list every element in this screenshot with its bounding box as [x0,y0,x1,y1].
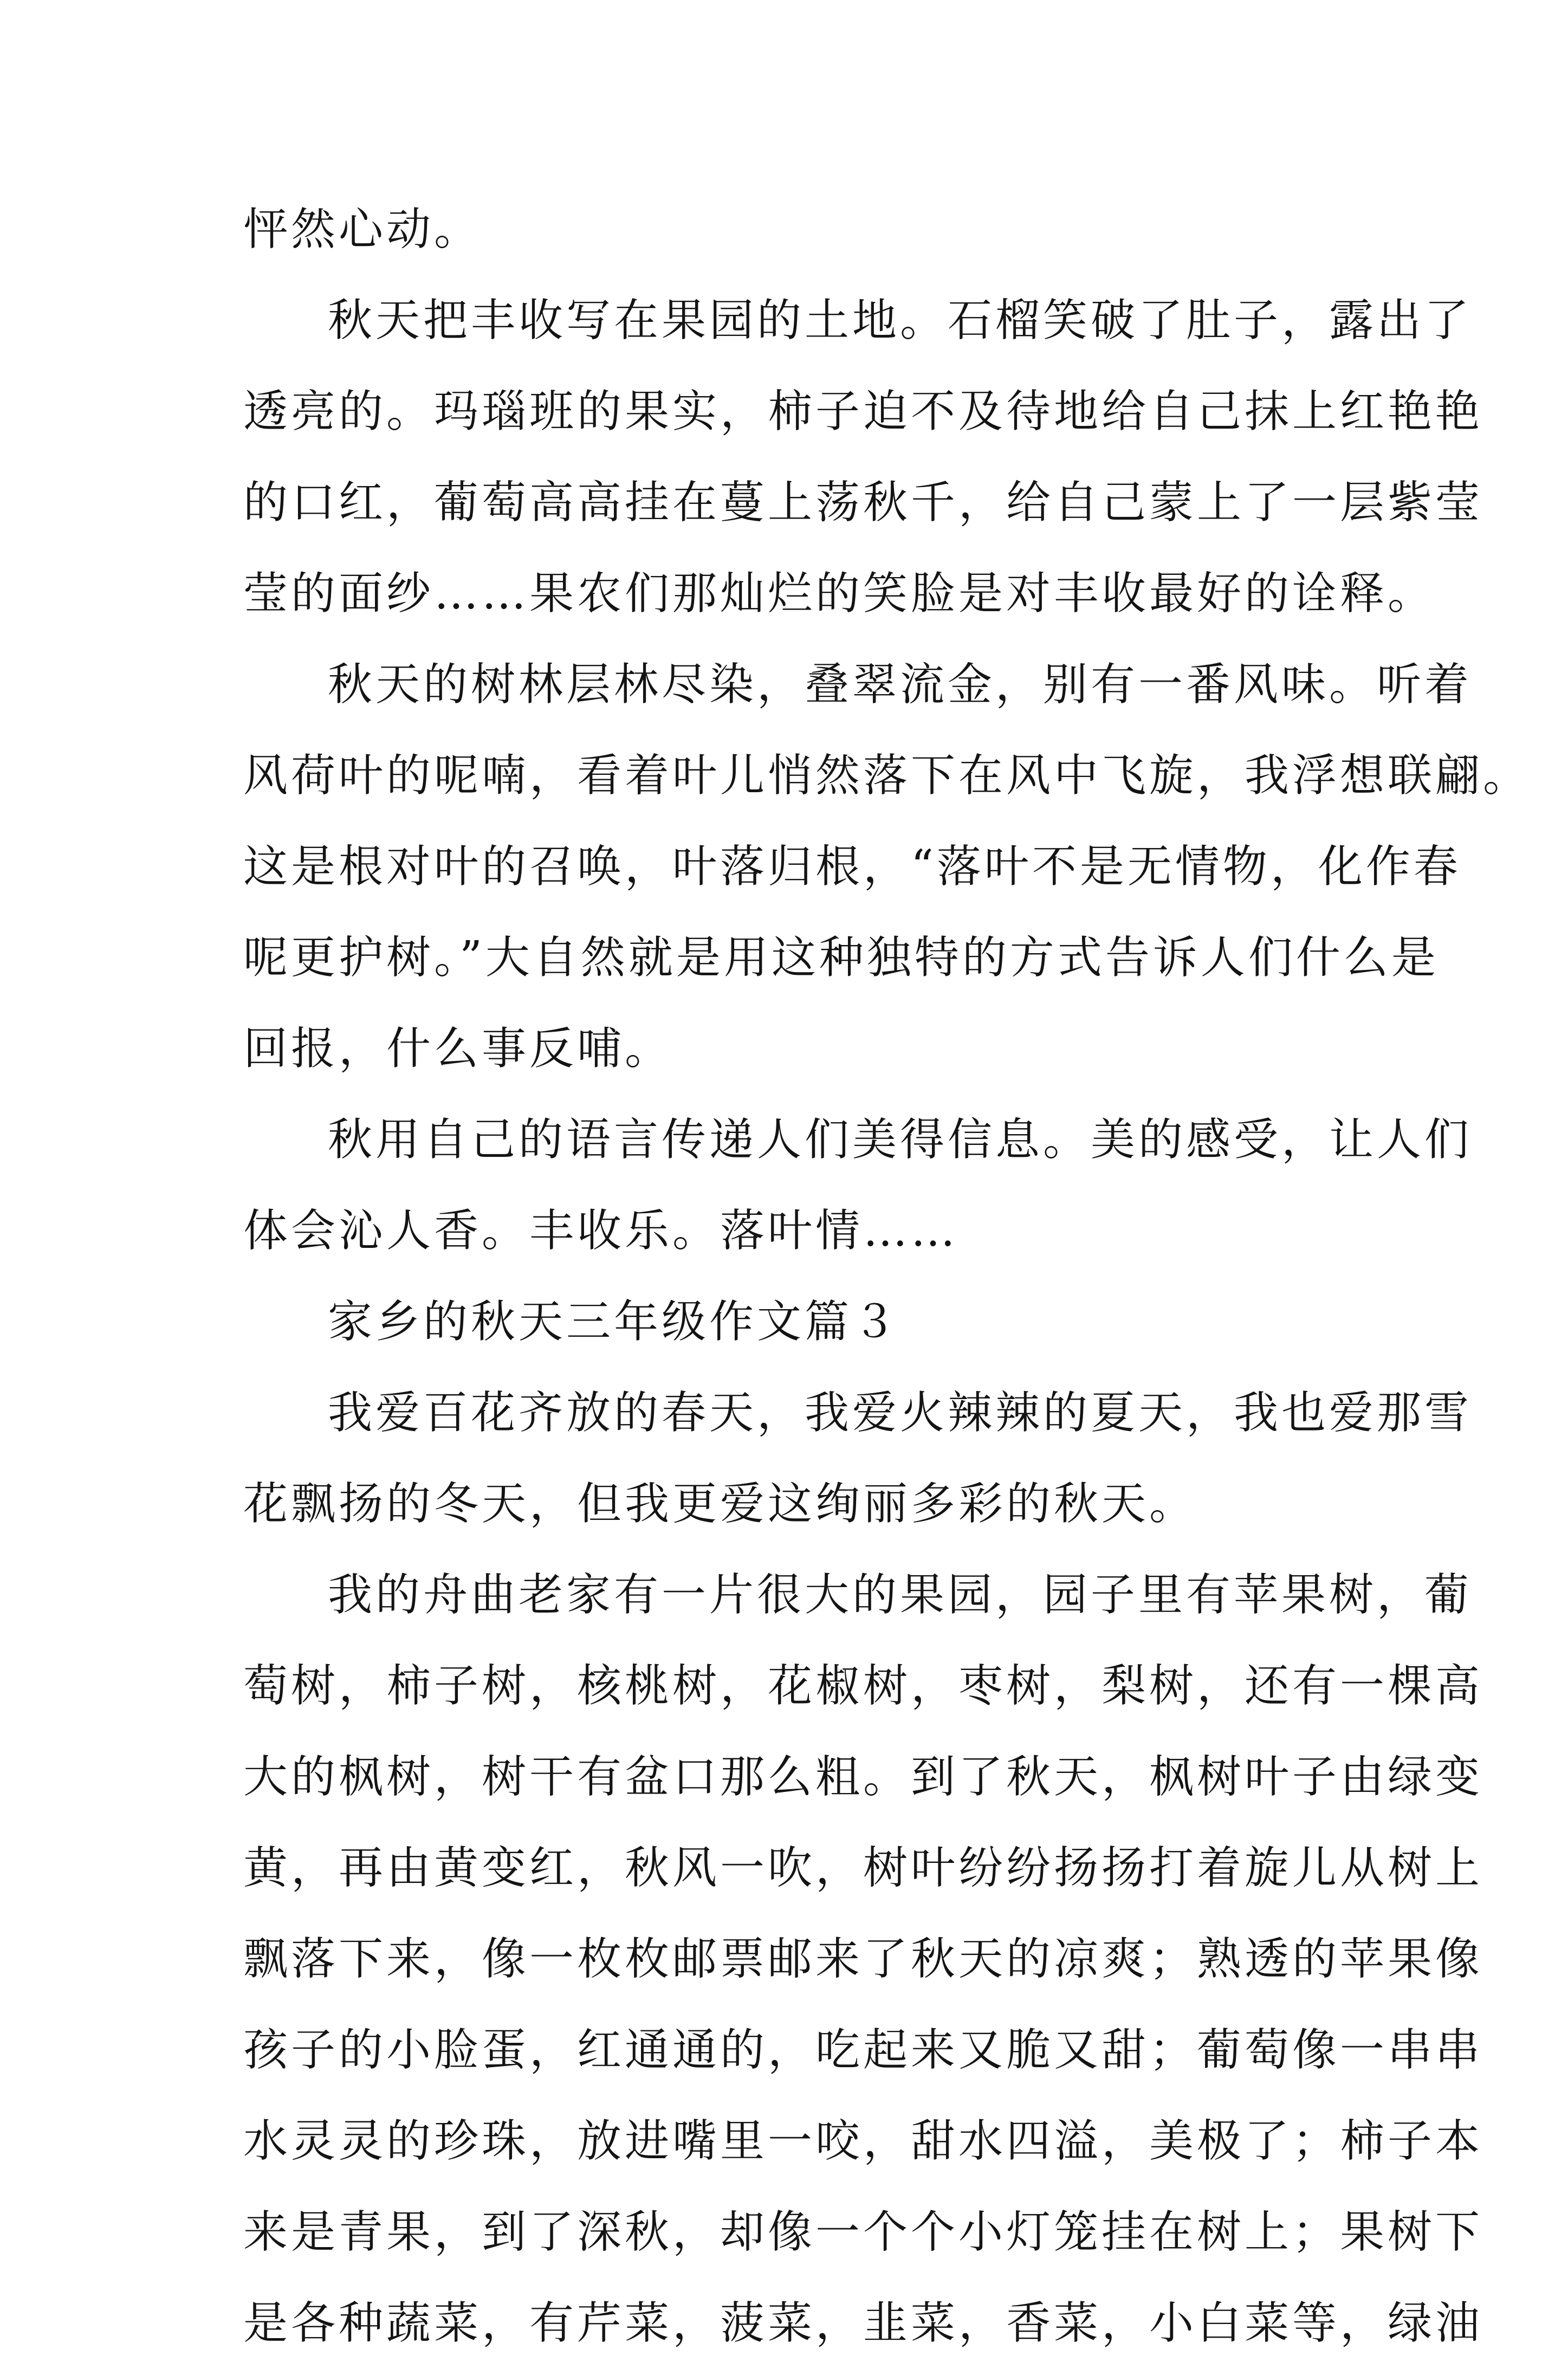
text-line: 回报，什么事反哺。 [243,1023,673,1075]
text-line: 透亮的。玛瑙班的果实，柿子迫不及待地给自己抹上红艳艳 [243,386,1483,437]
text-line: 体会沁人香。丰收乐。落叶情…… [243,1205,959,1257]
text-line: 我的舟曲老家有一片很大的果园，园子里有苹果树，葡 [328,1569,1473,1621]
text-line: 怦然心动。 [243,204,482,255]
text-line: 呢更护树。”大自然就是用这种独特的方式告诉人们什么是 [243,932,1439,983]
text-line: 水灵灵的珍珠，放进嘴里一咬，甜水四溢，美极了；柿子本 [243,2115,1483,2167]
text-line: 秋天的树林层林尽染，叠翠流金，别有一番风味。听着 [328,659,1473,710]
text-line: 萄树，柿子树，核桃树，花椒树，枣树，梨树，还有一棵高 [243,1660,1483,1712]
text-line: 是各种蔬菜，有芹菜，菠菜，韭菜，香菜，小白菜等，绿油 [243,2297,1483,2349]
text-line: 来是青果，到了深秋，却像一个个小灯笼挂在树上；果树下 [243,2206,1483,2258]
text-line: 的口红，葡萄高高挂在蔓上荡秋千，给自己蒙上了一层紫莹 [243,477,1483,528]
body-text [243,184,1531,2369]
text-line: 飘落下来，像一枚枚邮票邮来了秋天的凉爽；熟透的苹果像 [243,1933,1483,1985]
text-line: 大的枫树，树干有盆口那么粗。到了秋天，枫树叶子由绿变 [243,1751,1483,1803]
text-line: 我爱百花齐放的春天，我爱火辣辣的夏天，我也爱那雪 [328,1387,1473,1439]
text-line: 秋用自己的语言传递人们美得信息。美的感受，让人们 [328,1114,1473,1166]
text-line: 孩子的小脸蛋，红通通的，吃起来又脆又甜；葡萄像一串串 [243,2024,1483,2076]
section-heading: 家乡的秋天三年级作文篇３ [328,1296,900,1348]
text-line: 风荷叶的呢喃，看着叶儿悄然落下在风中飞旋，我浮想联翩。 [243,750,1531,801]
text-line: 黄，再由黄变红，秋风一吹，树叶纷纷扬扬打着旋儿从树上 [243,1842,1483,1894]
text-line: 莹的面纱……果农们那灿烂的笑脸是对丰收最好的诠释。 [243,568,1436,619]
text-line: 这是根对叶的召唤，叶落归根，“落叶不是无情物，化作春 [243,841,1461,892]
text-line: 秋天把丰收写在果园的土地。石榴笑破了肚子，露出了 [328,295,1473,346]
text-line: 花飘扬的冬天，但我更爱这绚丽多彩的秋天。 [243,1478,1197,1530]
